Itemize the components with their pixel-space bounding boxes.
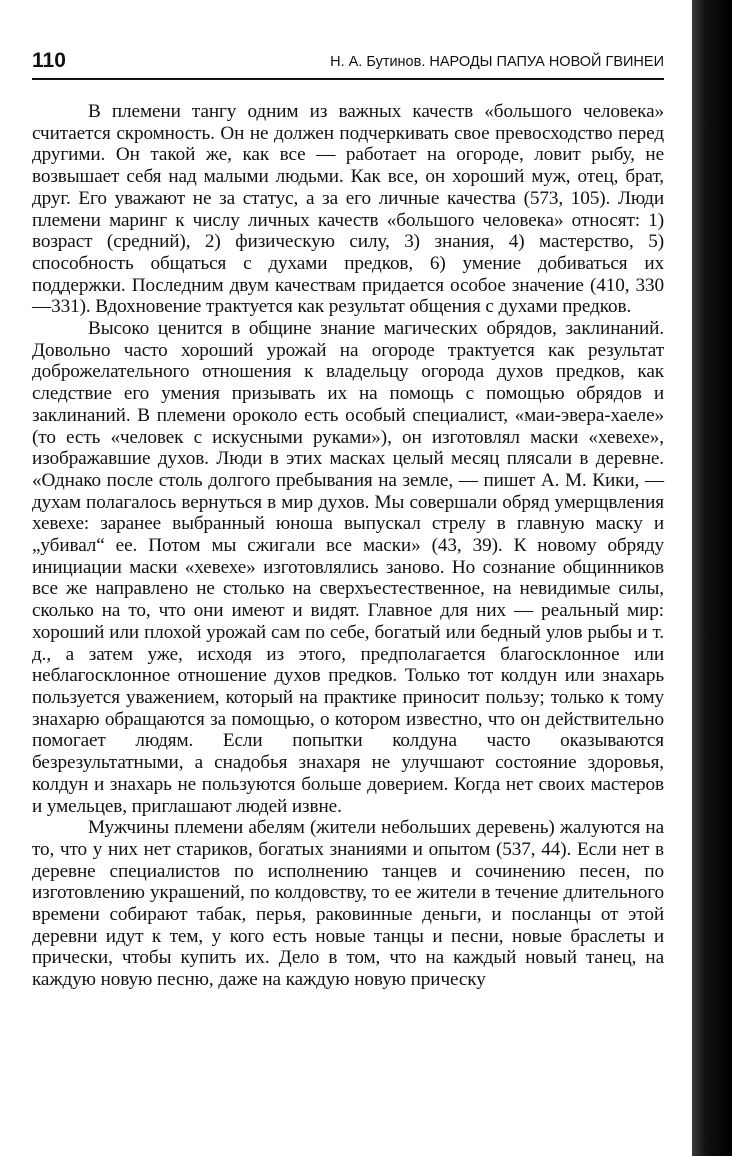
scan-dark-edge xyxy=(692,0,732,1156)
running-head: Н. А. Бутинов. НАРОДЫ ПАПУА НОВОЙ ГВИНЕИ xyxy=(330,54,664,70)
header-rule xyxy=(32,78,664,80)
paragraph-2: Высоко ценится в общине знание магических обрядов, заклинаний. Довольно часто хороший урожай на огороде трактуется как результат доброжелательного отношения к владельцу огорода духов предков, как следствие его умения призывать их на помощь с помощью обрядов и заклинаний. В племени ороколо есть особый специалист, «маи-эвера-хаеле» (то есть «человек с искусными руками»), он изготовлял маски «хевехе», изображавшие духов. Люди в этих масках целый месяц плясали в деревне. «Однако после столь долгого пребывания на земле, — пишет А. М. Кики, — духам полагалось вернуться в мир духов. Мы совершали обряд умерщвления хевехе: заранее выбранный юноша выпускал стрелу в главную маску и „убивал“ ее. Потом мы сжигали все маски» (43, 39). К новому обряду инициации маски «хевехе» изготовлялись заново. Но сознание общинников все же направлено не столько на сверхъестественное, на невидимые силы, сколько на то, что они имеют и видят. Главное для них — реальный мир: хороший или плохой урожай сам по себе, богатый или бедный улов рыбы и т. д., а затем уже, исходя из этого, предполагается благосклонное или неблагосклонное отношение духов предков. Только тот колдун или знахарь пользуется уважением, который на практике приносит пользу; только к тому знахарю обращаются за помощью, о котором известно, что он действительно помогает людям. Если попытки колдуна часто оказываются безрезультатными, а снадобья знахаря не улучшают состояние здоровья, колдун и знахарь не пользуются больше доверием. Когда нет своих мастеров и умельцев, приглашают людей извне. xyxy=(32,318,664,817)
body-text xyxy=(32,101,664,991)
paragraph-1: В племени тангу одним из важных качеств «большого человека» считается скромность. Он не должен подчеркивать свое превосходство перед другими. Он такой же, как все — работает на огороде, ловит рыбу, не возвышает себя над малыми людьми. Как все, он хороший муж, отец, брат, друг. Его уважают не за статус, а за его личные качества (573, 105). Люди племени маринг к числу личных качеств «большого человека» относят: 1) возраст (средний), 2) физическую силу, 3) знания, 4) мастерство, 5) способность общаться с духами предков, 6) умение добиваться их поддержки. Последним двум качествам придается особое значение (410, 330—331). Вдохновение трактуется как результат общения с духами предков. xyxy=(32,101,664,318)
paragraph-3: Мужчины племени абелям (жители небольших деревень) жалуются на то, что у них нет стариков, богатых знаниями и опытом (537, 44). Если нет в деревне специалистов по исполнению танцев и сочинению песен, по изготовлению украшений, по колдовству, то ее жители в течение длительного времени собирают табак, перья, раковинные деньги, и посланцы от этой деревни идут к тем, у кого есть новые танцы и песни, новые браслеты и прически, чтобы купить их. Дело в том, что на каждый новый танец, на каждую новую песню, даже на каждую новую прическу xyxy=(32,817,664,991)
page-header xyxy=(32,49,664,75)
page-number: 110 xyxy=(32,49,66,72)
